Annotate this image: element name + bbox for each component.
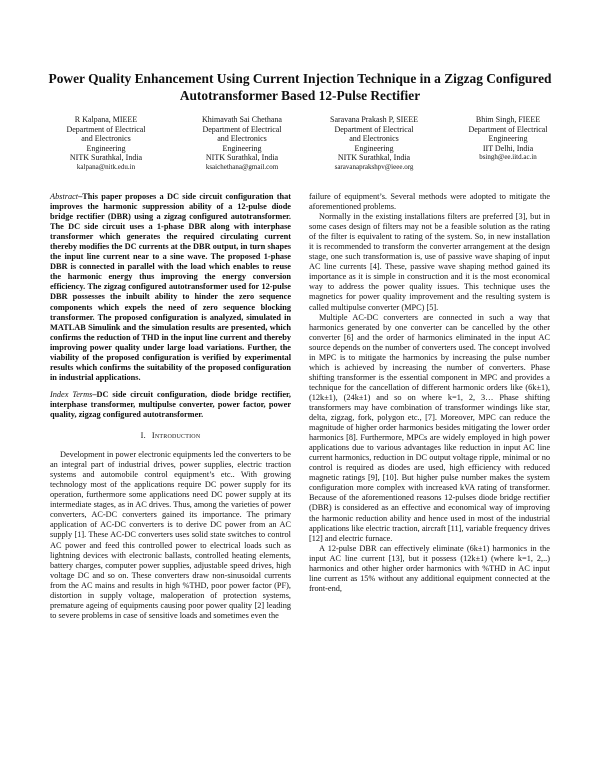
index-terms-label: Index Terms [50, 389, 93, 399]
author-dept: Department of Electrical [468, 124, 548, 134]
author-institution: NITK Surathkal, India [337, 153, 411, 163]
body-paragraph: failure of equipment’s. Several methods were adopted to mitigate the aforementioned problems. [309, 192, 550, 212]
author-email: saravanaprakshpv@ieee.org [334, 162, 414, 171]
author-3 [312, 115, 436, 173]
author-dept: and Electronics [217, 134, 267, 144]
body-paragraph: Development in power electronic equipments led the converters to be an integral part of industrial drives, power supplies, electric traction systems and automobile control equipment’s etc.. With growing technology most of the applications require DC power supply for its operation, furthermore some applications need DC power supply at its intermediate stages, as in AC drives. Thus, among the varieties of power converters, AC-DC converters gained its importance. The primary application of AC-DC converters is to derive DC power from an AC supply [1]. These AC-DC converters uses solid state switches to control AC power and feed this controlled power to electrical loads such as lightning devices with electronic ballasts, controlled heating elements, battery charges, computer power supplies, adjustable speed drives, high voltage DC and so on. These converters draw non-sinusoidal currents from the AC mains and results in high %THD, poor power factor (PF), distortion in supply voltage, maloperation of protection systems, premature ageing of equipments causing poor power quality [2] leading to severe problems in case of sensitive loads and sometimes even the [50, 450, 291, 620]
author-name: Saravana Prakash P, SIEEE [330, 115, 418, 124]
author-dept: Department of Electrical [202, 124, 282, 134]
author-institution: IIT Delhi, India [482, 143, 534, 153]
author-block [0, 115, 600, 175]
author-dept: Engineering [222, 143, 262, 153]
author-4 [452, 115, 564, 163]
index-terms [50, 390, 291, 420]
author-institution: NITK Surathkal, India [69, 153, 143, 163]
author-dept: Department of Electrical [334, 124, 414, 134]
section-number: I. [140, 431, 146, 441]
author-institution: NITK Surathkal, India [205, 153, 279, 163]
right-column [309, 192, 550, 594]
author-email: kalpana@nitk.edu.in [76, 162, 136, 171]
author-email: ksaichethana@gmail.com [205, 162, 279, 171]
author-name: R Kalpana, MIEEE [74, 115, 138, 124]
section-title: Introduction [151, 431, 201, 441]
abstract [50, 192, 291, 383]
index-terms-text: –DC side circuit configuration, diode bridge rectifier, interphase transformer, multipulse converter, power factor, power quality, zigzag configured autotransformer. [50, 389, 291, 419]
author-dept: and Electronics [349, 134, 399, 144]
body-paragraph: Multiple AC-DC converters are connected in such a way that harmonics generated by one converter can be cancelled by the other converter [6] and the order of harmonics eliminated in the input AC source depends on the number of converters used. The concept involved in MPC is to mitigate the harmonics by increasing the pulse number which is achieved by increasing the number of converters. Phase shifting transformer is the essential component in MPC and provides a technique for the cancellation of different harmonic orders like (6k±1), (12k±1), (24k±1) and so on where k=1, 2, 3… Phase shifting transformers may have combination of transformer windings like star, delta, zigzag, fork, polygon etc., [7]. Moreover, MPC can reduce the magnitude of higher order harmonics besides mitigating the lower order harmonics [8]. Furthermore, MPCs are widely employed in high power applications due to various advantages like reduction in input AC line current harmonics, reduction in DC output voltage ripple, minimal or no control is required as diodes are used, high efficiency with reduced magnetic ratings [9], [10]. But higher pulse number makes the system configuration more complex with increased kVA rating of transformer. Because of the aforementioned reasons 12-pulses diode bridge rectifier (DBR) is considered as an effective and economical way of improving the harmonic reduction ability and hence used in most of the industrial applications like electric traction, aircraft [11], variable frequency drives [12] and electric furnace. [309, 312, 550, 543]
body-paragraph: Normally in the existing installations filters are preferred [3], but in some cases design of filters may not be a feasible solution as the rating of the filter is equivalent to rating of the system. So, in new installation it is recommended to transform the converter arrangement at the design stage, one such transformation is, use of passive wave shaping of input AC line currents [4]. These, passive wave shaping method gained its importance as it is simple in construction and it is the most economical way to address the power quality issues. This technique uses the magnetics for power quality improvement and the resulting system is called multipulse converter (MPC) [5]. [309, 212, 550, 312]
author-2 [182, 115, 302, 173]
abstract-text: –This paper proposes a DC side circuit configuration that improves the harmonic suppression ability of a 12-pulse diode bridge rectifier (DBR) using a zigzag configured autotransformer. The DC side circuit uses a 1-phase DBR along with interphase transformer which generates the required circulating current thereby modifies the DC currents at the DBR output, in turn shapes the input line current near to a sine wave. The proposed 1-phase DBR is connected in parallel with the load which enables to reuse the harmonic energy thus improving the energy conversion efficiency. The zigzag configured autotransformer used for 12-pulse DBR possesses the inbuilt ability to hinder the zero sequence components which expels the need of zero sequence blocking transformer. The proposed configuration is analyzed, simulated in MATLAB Simulink and the simulation results are presented, which confirms the reduction of THD in the input line current and thereby improving power quality under large load variations. Further, the viability of the proposed configuration is verified by experimental results which confirms the suitability of the proposed configuration in industrial applications. [50, 192, 291, 382]
left-column [50, 192, 291, 621]
abstract-label: Abstract [50, 192, 79, 201]
author-email: bsingh@ee.iitd.ac.in [479, 153, 537, 162]
body-paragraph: A 12-pulse DBR can effectively eliminate (6k±1) harmonics in the input AC line current [13], but it possess (12k±1) (where k=1, 2,..) harmonics and other higher order harmonics with %THD in AC input line current as 15% without any additional equipment connected at the front-end, [309, 543, 550, 593]
author-dept: Engineering [488, 134, 528, 144]
author-name: Khimavath Sai Chethana [202, 115, 282, 124]
author-dept: and Electronics [81, 134, 131, 144]
paper-title: Power Quality Enhancement Using Current Injection Technique in a Zigzag Configured Autotransformer Based 12-Pulse Rectifier [48, 71, 552, 103]
author-dept: Department of Electrical [66, 124, 146, 134]
author-dept: Engineering [86, 143, 126, 153]
author-dept: Engineering [354, 143, 394, 153]
section-heading [50, 431, 291, 441]
author-1 [52, 115, 160, 173]
author-name: Bhim Singh, FIEEE [475, 115, 541, 124]
